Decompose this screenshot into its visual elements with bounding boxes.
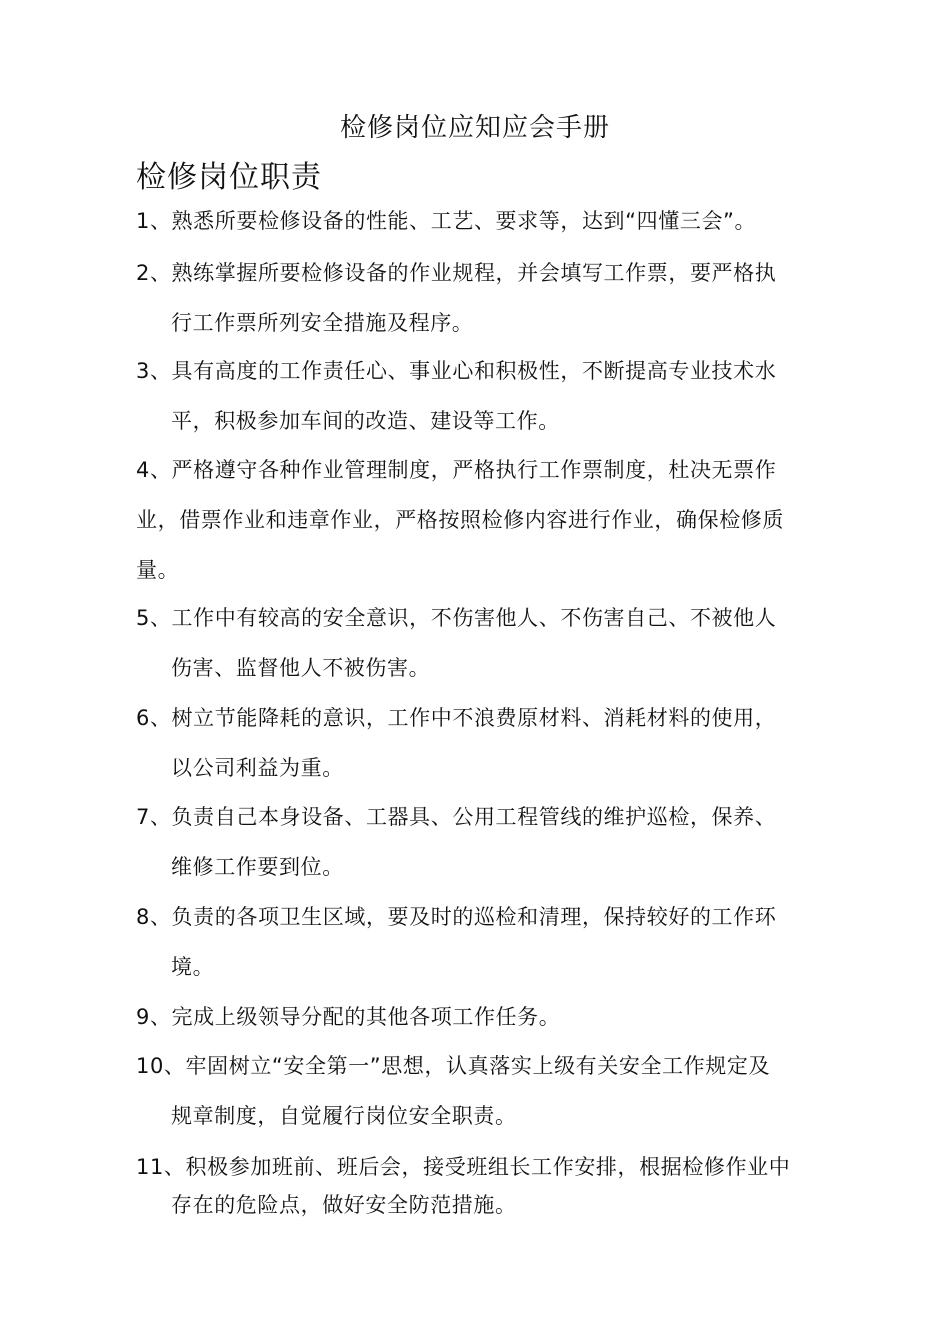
duty-item-1 [136,196,826,246]
duty-item-2 [136,248,826,348]
duty-item-line: 6、树立节能降耗的意识，工作中不浪费原材料、消耗材料的使用， [136,706,777,730]
duty-item-line: 伤害、监督他人不被伤害。 [171,656,431,680]
duty-item-11 [136,1148,826,1224]
duty-item-line: 1、熟悉所要检修设备的性能、工艺、要求等，达到“四懂三会”。 [136,209,757,233]
duty-item-line: 量。 [136,558,180,582]
duty-item-line: 存在的危险点，做好安全防范措施。 [171,1193,517,1217]
duty-item-line: 7、负责自己本身设备、工器具、公用工程管线的维护巡检，保养、 [136,805,777,829]
duty-item-line: 行工作票所列安全措施及程序。 [171,311,474,335]
duty-item-line: 4、严格遵守各种作业管理制度，严格执行工作票制度，杜决无票作 [136,458,777,482]
duty-item-line: 9、完成上级领导分配的其他各项工作任务。 [136,1005,561,1029]
duty-item-line: 11、积极参加班前、班后会，接受班组长工作安排，根据检修作业中 [136,1155,791,1179]
duty-item-3 [136,346,826,446]
duty-item-9 [136,992,826,1042]
document-title: 检修岗位应知应会手册 [339,113,610,143]
duty-item-line: 业，借票作业和违章作业，严格按照检修内容进行作业，确保检修质 [136,508,784,532]
duty-item-10 [136,1041,826,1141]
section-title: 检修岗位职责 [136,160,322,195]
duty-item-line: 维修工作要到位。 [171,855,344,879]
duty-item-4 [136,445,826,595]
duty-item-line: 10、牢固树立“安全第一”思想，认真落实上级有关安全工作规定及 [136,1054,771,1078]
duty-item-8 [136,892,826,992]
duty-item-line: 2、熟练掌握所要检修设备的作业规程，并会填写工作票，要严格执 [136,261,777,285]
duty-item-line: 8、负责的各项卫生区域，要及时的巡检和清理，保持较好的工作环 [136,905,777,929]
duty-item-line: 规章制度，自觉履行岗位安全职责。 [171,1104,517,1128]
duty-item-6 [136,693,826,793]
duty-item-7 [136,792,826,892]
duty-item-line: 5、工作中有较高的安全意识，不伤害他人、不伤害自己、不被他人 [136,606,777,630]
duty-item-line: 以公司利益为重。 [171,756,344,780]
duty-item-line: 平，积极参加车间的改造、建设等工作。 [171,409,560,433]
duty-item-line: 3、具有高度的工作责任心、事业心和积极性，不断提高专业技术水 [136,359,777,383]
duty-item-5 [136,593,826,693]
duty-item-line: 境。 [171,955,215,979]
